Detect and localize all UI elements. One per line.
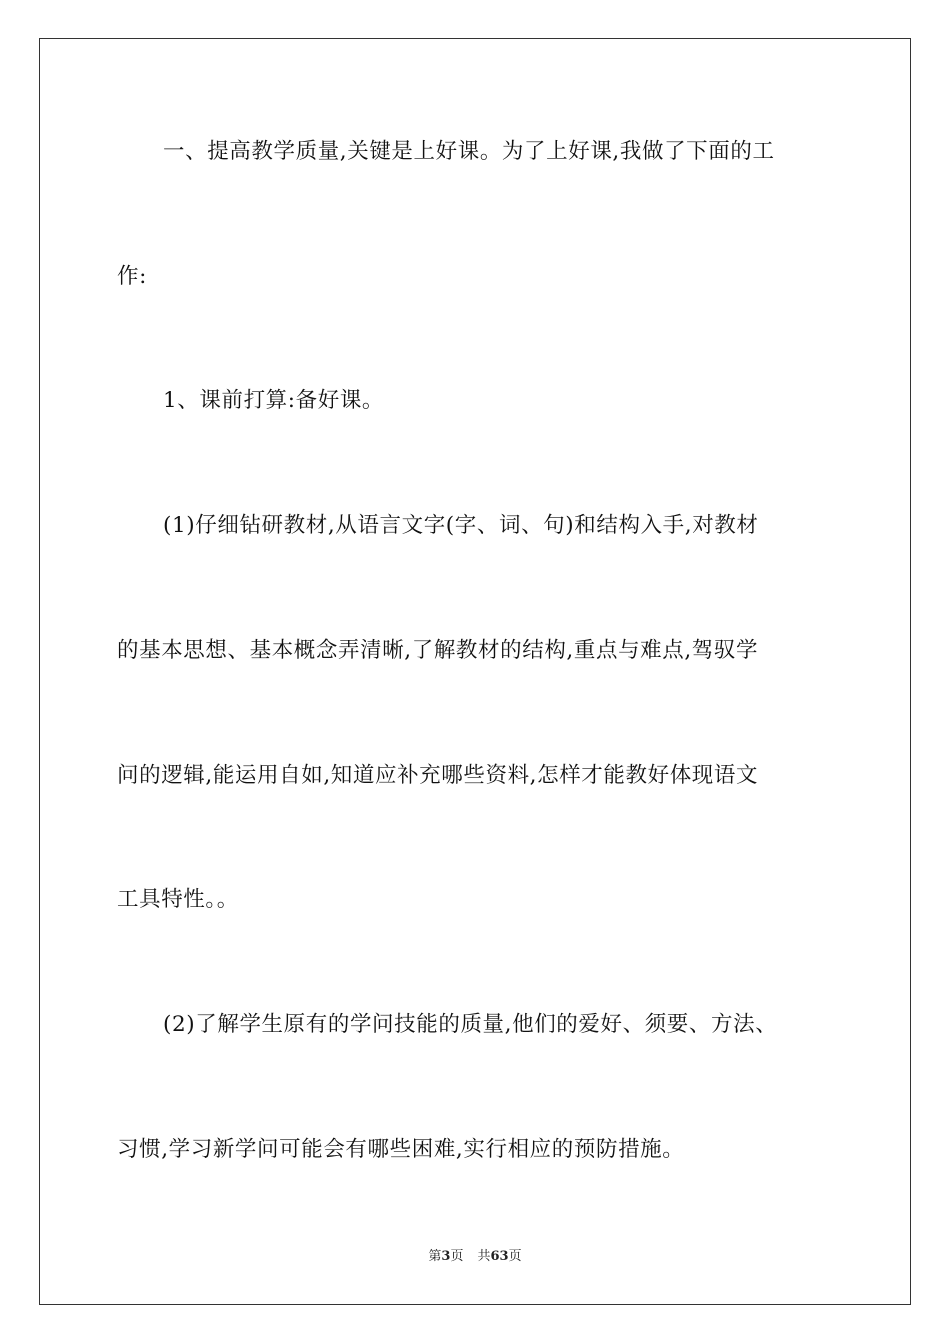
paragraph-line-1: 一、提高教学质量,关键是上好课。为了上好课,我做了下面的工: [163, 139, 775, 164]
paragraph-line-5: 的基本思想、基本概念弄清晰,了解教材的结构,重点与难点,驾驭学: [117, 638, 759, 663]
paragraph-line-4: (1)仔细钻研教材,从语言文字(字、词、句)和结构入手,对教材: [163, 513, 759, 538]
paragraph-line-7: 工具特性。。: [117, 887, 239, 912]
total-pages: 63: [490, 1249, 509, 1264]
paragraph-line-2: 作:: [117, 264, 147, 289]
page-suffix: 页: [450, 1249, 464, 1264]
paragraph-line-8: (2)了解学生原有的学问技能的质量,他们的爱好、须要、方法、: [163, 1012, 778, 1037]
paragraph-line-9: 习惯,学习新学问可能会有哪些困难,实行相应的预防措施。: [117, 1137, 685, 1162]
total-suffix: 页: [508, 1249, 522, 1264]
page-footer: [0, 1248, 950, 1266]
total-prefix: 共: [477, 1249, 491, 1264]
page-prefix: 第: [428, 1249, 442, 1264]
paragraph-line-3: 1、课前打算:备好课。: [163, 388, 385, 413]
page-border: [39, 38, 911, 1305]
paragraph-line-6: 问的逻辑,能运用自如,知道应补充哪些资料,怎样才能教好体现语文: [117, 763, 759, 788]
page-number: 3: [441, 1249, 451, 1264]
